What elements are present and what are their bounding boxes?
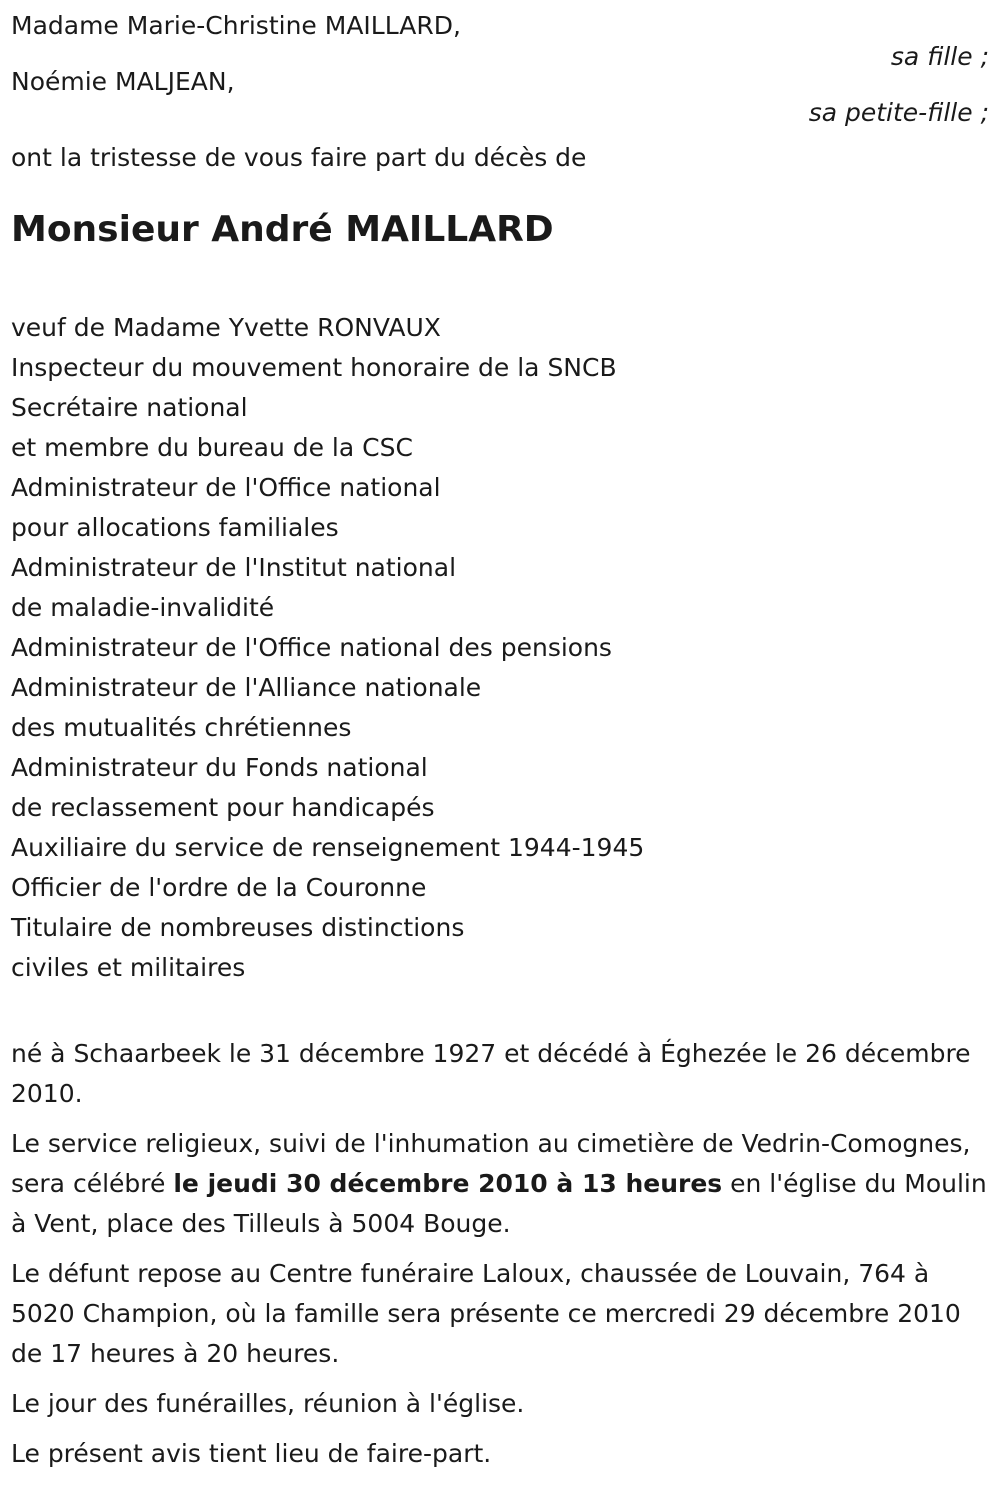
service-date-time: le jeudi 30 décembre 2010 à 13 heures — [173, 1169, 723, 1198]
title-line: de reclassement pour handicapés — [11, 793, 435, 822]
title-line: Titulaire de nombreuses distinctions — [11, 913, 465, 942]
title-line: Administrateur de l'Alliance nationale — [11, 673, 482, 702]
announcement-intro: ont la tristesse de vous faire part du décès de — [11, 143, 587, 172]
title-line: pour allocations familiales — [11, 513, 339, 542]
title-line: Administrateur de l'Institut national — [11, 553, 457, 582]
title-line: des mutualités chrétiennes — [11, 713, 352, 742]
service-text-before: Le service religieux, suivi de l'inhumation au cimetière de Vedrin-Comognes, sera célébré — [11, 1129, 971, 1198]
title-line: veuf de Madame Yvette RONVAUX — [11, 313, 441, 342]
title-line: Inspecteur du mouvement honoraire de la SNCB — [11, 353, 617, 382]
family-member-relation: sa petite-fille ; — [808, 98, 989, 127]
family-member-name: Noémie MALJEAN, — [11, 67, 235, 96]
title-line: Secrétaire national — [11, 393, 248, 422]
title-line: de maladie-invalidité — [11, 593, 275, 622]
title-line: Administrateur de l'Office national des pensions — [11, 633, 612, 662]
obituary-document — [11, 6, 989, 1474]
birth-death-paragraph: né à Schaarbeek le 31 décembre 1927 et décédé à Éghezée le 26 décembre 2010. — [11, 1039, 971, 1108]
family-member-name: Madame Marie-Christine MAILLARD, — [11, 11, 461, 40]
service-paragraph — [11, 1124, 989, 1244]
deceased-titles — [11, 308, 989, 988]
title-line: et membre du bureau de la CSC — [11, 433, 413, 462]
family-member-relation: sa fille ; — [890, 42, 989, 71]
deceased-name: Monsieur André MAILLARD — [11, 209, 554, 250]
title-line: Administrateur de l'Office national — [11, 473, 441, 502]
title-line: civiles et militaires — [11, 953, 246, 982]
family-member-granddaughter — [11, 62, 989, 128]
title-line: Administrateur du Fonds national — [11, 753, 428, 782]
service-text-after: en l'église du Moulin à Vent, place des Tilleuls à 5004 Bouge. — [11, 1169, 987, 1238]
title-line: Officier de l'ordre de la Couronne — [11, 873, 427, 902]
viewing-paragraph: Le défunt repose au Centre funéraire Laloux, chaussée de Louvain, 764 à 5020 Champion, où la famille sera présente ce mercredi 29 décembre 2010 de 17 heures à 20 heures. — [11, 1259, 961, 1368]
funeral-day-paragraph: Le jour des funérailles, réunion à l'église. — [11, 1389, 525, 1418]
title-line: Auxiliaire du service de renseignement 1944-1945 — [11, 833, 645, 862]
notice-paragraph: Le présent avis tient lieu de faire-part. — [11, 1439, 492, 1468]
